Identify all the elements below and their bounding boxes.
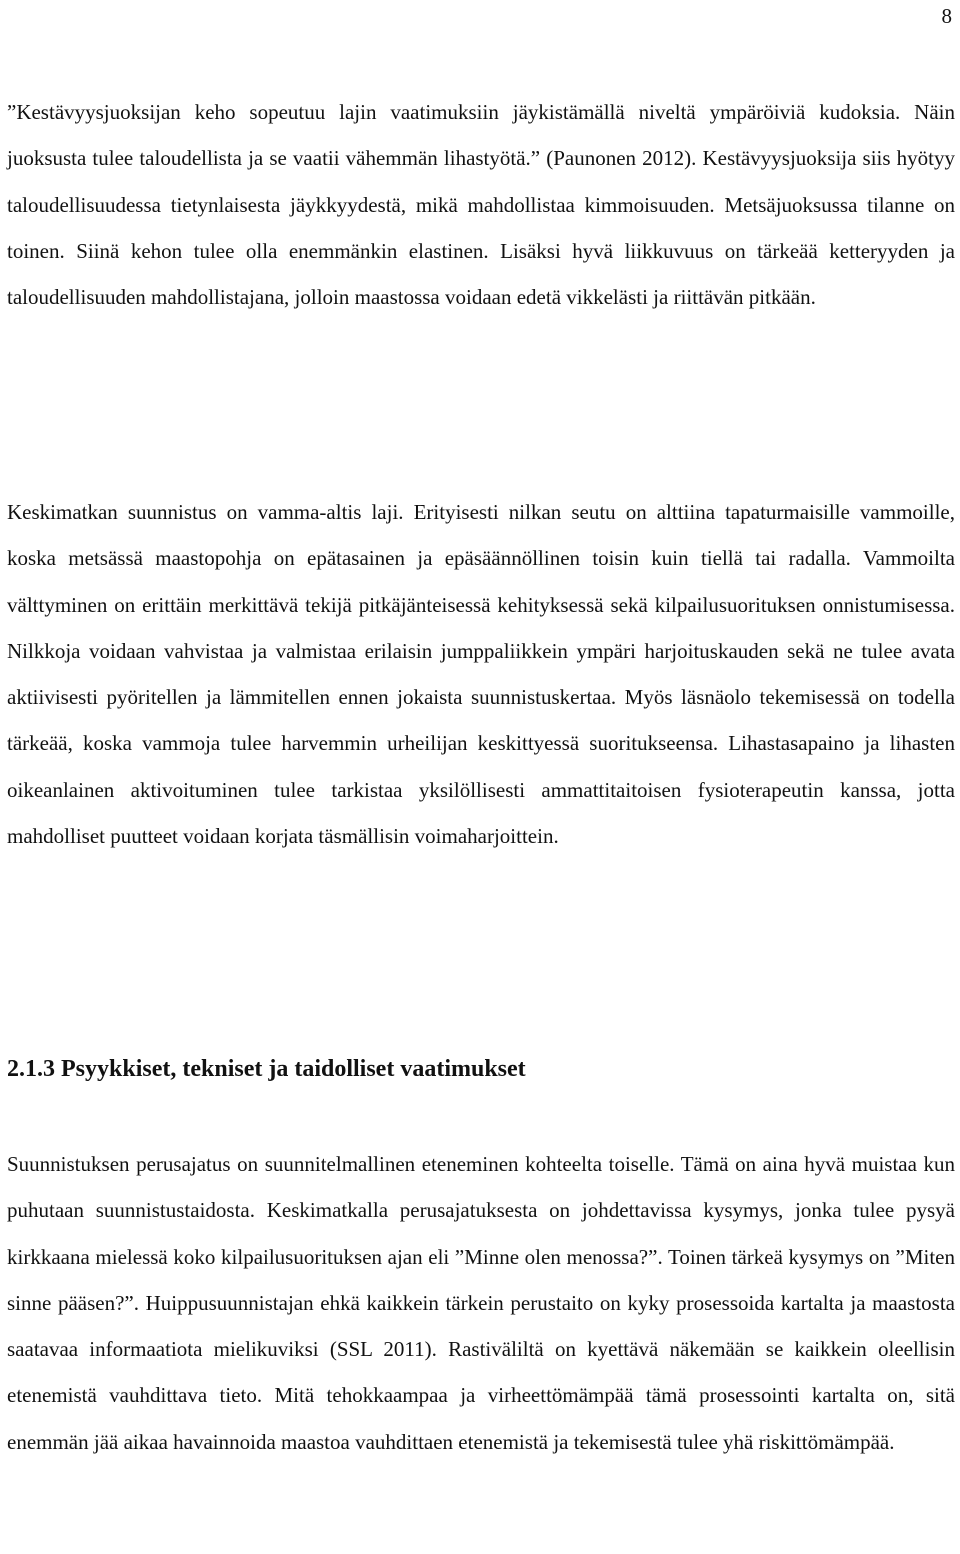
paragraph-navigation-skills: Suunnistuksen perusajatus on suunnitelmallinen eteneminen kohteelta toiselle. Tämä on aina hyvä muistaa kun puhutaan suunnistustaidosta. Keskimatkalla perusajatuksesta on johdettavissa kysymys, jonka tulee pysyä kirkkaana mielessä koko kilpailusuorituksen ajan eli ”Minne olen menossa?”. Toinen tärkeä kysymys on ”Miten sinne pääsen?”. Huippusuunnistajan ehkä kaikkein tärkein perustaito on kyky prosessoida kartalta ja maastosta saatavaa informaatiota mielikuviksi (SSL 2011). Rastiväliltä on kyettävä näkemään se kaikkein oleellisin etenemistä vauhdittava tieto. Mitä tehokkaampaa ja virheettömämpää tämä prosessointi kartalta on, sitä enemmän jää aikaa havainnoida maastoa vauhdittaen etenemistä ja tekemisestä tulee yhä riskittömämpää. xyxy=(7,1152,955,1454)
paragraph-injury-prevention: Keskimatkan suunnistus on vamma-altis laji. Erityisesti nilkan seutu on alttiina tapaturmaisille vammoille, koska metsässä maastopohja on epätasainen ja epäsäännöllinen toisin kuin tiellä tai radalla. Vammoilta välttyminen on erittäin merkittävä tekijä pitkäjänteisessä kehityksessä sekä kilpailusuorituksen onnistumisessa. Nilkkoja voidaan vahvistaa ja valmistaa erilaisin jumppaliikkein ympäri harjoituskauden sekä ne tulee avata aktiivisesti pyöritellen ja lämmitellen ennen jokaista suunnistuskertaa. Myös läsnäolo tekemisessä on todella tärkeää, koska vammoja tulee harvemmin urheilijan keskittyessä suoritukseensa. Lihastasapaino ja lihasten oikeanlainen aktivoituminen tulee tarkistaa yksilöllisesti ammattitaitoisen fysioterapeutin kanssa, jotta mahdolliset puutteet voidaan korjata täsmällisin voimaharjoittein. xyxy=(7,500,955,849)
paragraph-running-flexibility: ”Kestävyysjuoksijan keho sopeutuu lajin vaatimuksiin jäykistämällä niveltä ympäröiviä kudoksia. Näin juoksusta tulee taloudellista ja se vaatii vähemmän lihastyötä.” (Paunonen 2012). Kestävyysjuoksija siis hyötyy taloudellisuudessa tietynlaisesta jäykkyydestä, mikä mahdollistaa kimmoisuuden. Metsäjuoksussa tilanne on toinen. Siinä kehon tulee olla enemmänkin elastinen. Lisäksi hyvä liikkuvuus on tärkeää ketteryyden ja taloudellisuuden mahdollistajana, jolloin maastossa voidaan edetä vikkelästi ja riittävän pitkään. xyxy=(7,100,955,310)
section-heading: 2.1.3 Psyykkiset, tekniset ja taidolliset vaatimukset xyxy=(7,1056,526,1082)
page-number: 8 xyxy=(941,4,952,28)
